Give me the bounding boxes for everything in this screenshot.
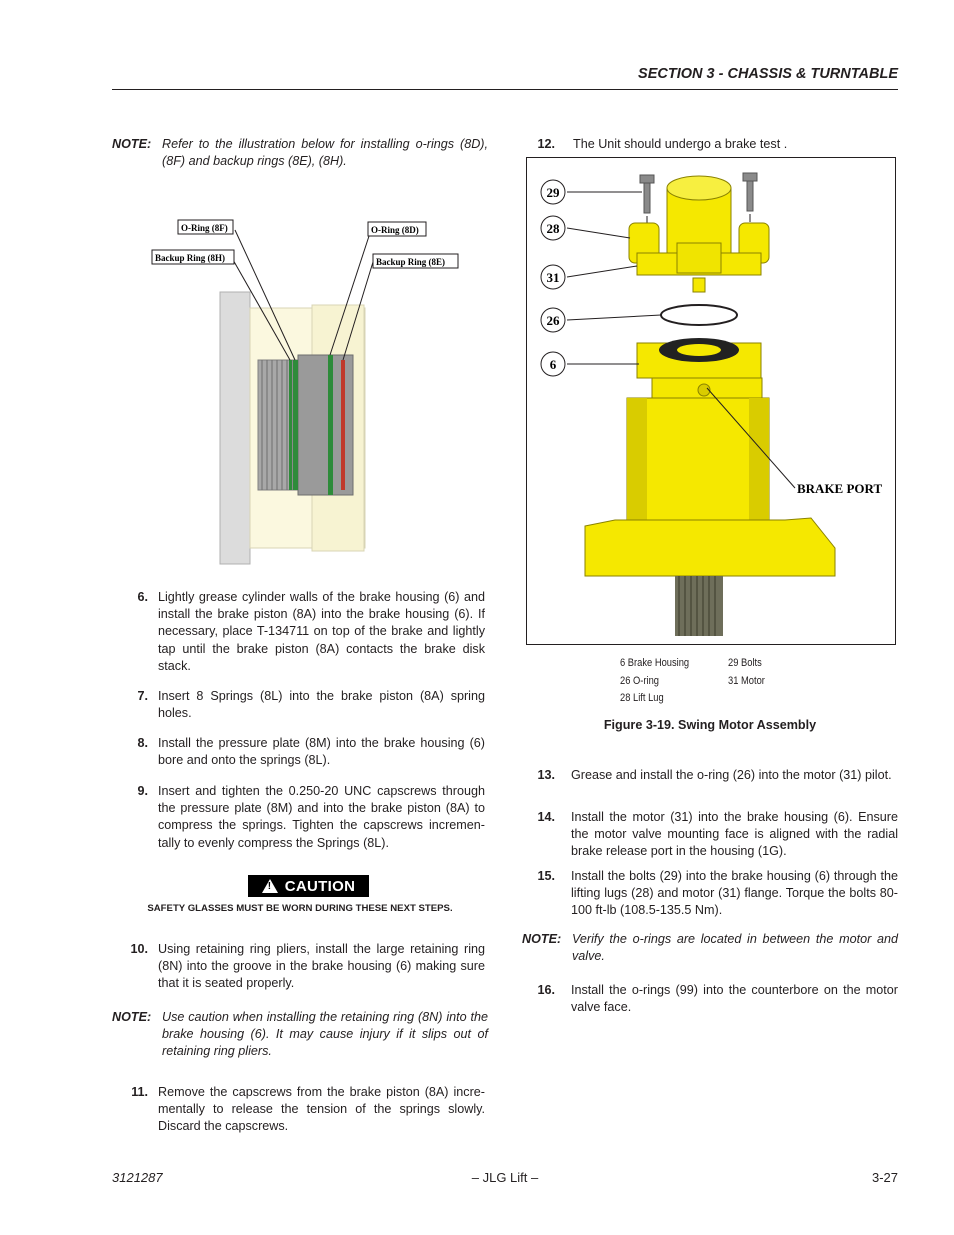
step-11 <box>110 1084 488 1138</box>
label-backup-8e <box>373 254 458 268</box>
svg-text:29: 29 <box>546 185 560 200</box>
note-label: NOTE: <box>112 137 152 151</box>
step-text: Install the pressure plate (8M) into the brake housing (6) bore and onto the springs (8L). <box>158 736 485 768</box>
step-text: Lightly grease cylinder walls of the brake housing (6) and install the brake piston (8A) into the brake housing (6). If necessary, place T-134711 on top of the brake and lightly tap until the brake piston (8A) contacts the brake disk stack. <box>158 590 485 673</box>
housing-outer-flange <box>220 292 250 564</box>
note-retaining-ring <box>112 1009 488 1063</box>
note-label: NOTE: <box>112 1010 152 1024</box>
legend-item: 26 O-ring <box>620 674 659 687</box>
label-oring-8d <box>368 222 426 236</box>
svg-text:31: 31 <box>546 270 560 285</box>
callout-29 <box>541 180 565 204</box>
step-7 <box>110 688 488 724</box>
step-12 <box>517 136 897 154</box>
label-backup-8h <box>152 250 234 264</box>
swing-motor-assembly-figure <box>527 158 895 644</box>
oring-8f-seal <box>293 360 298 490</box>
step-text: Grease and install the o-ring (26) into the motor (31) pilot. <box>571 768 892 782</box>
step-13 <box>517 767 898 803</box>
footer-page-number: 3-27 <box>871 1170 898 1185</box>
figure-caption: Figure 3-19. Swing Motor Assembly <box>603 718 817 732</box>
step-text: Install the o-rings (99) into the counterbore on the motor valve face. <box>571 983 898 1015</box>
oring-26 <box>661 305 737 325</box>
step-number: 11. <box>131 1085 148 1099</box>
step-number: 7. <box>137 689 148 703</box>
step-number: 12. <box>537 137 555 151</box>
note-label: NOTE: <box>522 932 562 946</box>
step-number: 14. <box>537 810 555 824</box>
figure-frame <box>526 157 896 645</box>
callout-6 <box>541 352 565 376</box>
bolt-right <box>743 173 757 211</box>
caution-label: CAUTION <box>284 877 356 895</box>
legend-item: 29 Bolts <box>728 657 762 669</box>
footer-doc-number: 3121287 <box>112 1170 163 1185</box>
step-number: 13. <box>537 768 555 782</box>
section-header: SECTION 3 - CHASSIS & TURNTABLE <box>638 66 898 82</box>
svg-text:6: 6 <box>549 357 557 372</box>
callout-26 <box>541 308 565 332</box>
svg-text:O-Ring (8F): O-Ring (8F) <box>181 223 228 233</box>
bolt-left <box>640 175 654 213</box>
step-text: The Unit should undergo a brake test . <box>573 137 788 151</box>
step-9 <box>110 783 488 853</box>
footer-center: – JLG Lift – <box>471 1170 539 1185</box>
disk-stack-lines <box>262 360 292 490</box>
svg-text:Backup Ring (8E): Backup Ring (8E) <box>376 257 446 267</box>
warning-triangle-icon: ! <box>262 879 278 893</box>
legend-item: 31 Motor <box>728 674 765 687</box>
header-divider <box>112 89 898 90</box>
legend-item: 28 Lift Lug <box>620 692 664 704</box>
callout-28 <box>541 216 565 240</box>
svg-text:Backup Ring (8H): Backup Ring (8H) <box>155 253 226 263</box>
caution-text: SAFETY GLASSES MUST BE WORN DURING THESE NEXT STEPS. <box>147 903 453 914</box>
note-text: Verify the o-rings are located in between the motor and valve. <box>572 932 898 964</box>
note-orings <box>522 931 898 967</box>
note-text: Use caution when installing the retaining ring (8N) into the brake housing (6). It may cause injury if it slips out of retaining ring pliers. <box>162 1010 488 1059</box>
brake-port-label: BRAKE PORT <box>797 481 883 496</box>
step-number: 15. <box>537 869 555 883</box>
label-oring-8f <box>178 220 233 234</box>
svg-text:26: 26 <box>546 313 560 328</box>
step-text: Install the motor (31) into the brake housing (6). Ensure the motor valve mounting face is aligned with the radial brake release port in the housing (1G). <box>571 810 898 859</box>
step-number: 6. <box>137 590 148 604</box>
step-text: Insert and tighten the 0.250-20 UNC capscrews through the pressure plate (8M) and into the brake piston (8A) to compress the springs. Tighten the capscrews incremen-tally to evenly compress the Springs (8L). <box>158 784 485 850</box>
oring-8d-seal <box>328 355 333 495</box>
step-number: 9. <box>137 784 148 798</box>
step-number: 16. <box>537 983 555 997</box>
step-8 <box>110 735 488 771</box>
step-text: Install the bolts (29) into the brake housing (6) through the lifting lugs (28) and motor (31) flange. Torque the bolts 80-100 ft-lb (108.5-135.5 Nm). <box>571 869 898 918</box>
step-16 <box>517 982 898 1018</box>
step-10 <box>110 941 488 995</box>
backup-ring-8h <box>289 360 292 490</box>
backup-ring-8e <box>341 360 345 490</box>
legend-item: 6 Brake Housing <box>620 657 690 669</box>
step-15 <box>517 868 898 922</box>
figure-legend-col2 <box>728 655 796 690</box>
step-14 <box>517 809 898 863</box>
figure-legend-col1 <box>620 655 722 708</box>
caution-banner <box>248 875 369 897</box>
svg-text:O-Ring (8D): O-Ring (8D) <box>371 225 419 235</box>
brake-housing-cutaway-figure <box>140 210 470 570</box>
note-top <box>112 136 488 172</box>
step-text: Insert 8 Springs (8L) into the brake piston (8A) spring holes. <box>158 689 485 721</box>
svg-text:28: 28 <box>546 221 560 236</box>
step-number: 8. <box>137 736 148 750</box>
step-number: 10. <box>130 942 148 956</box>
step-6 <box>110 589 488 673</box>
callout-31 <box>541 265 565 289</box>
note-text: Refer to the illustration below for installing o-rings (8D), (8F) and backup rings (8E), (8H). <box>162 137 488 169</box>
step-text: Using retaining ring pliers, install the large retaining ring (8N) into the groove in the brake housing (6) making sure that it is seated properly. <box>158 942 485 991</box>
step-text: Remove the capscrews from the brake piston (8A) incre-mentally to release the tension of the springs slowly. Discard the capscrews. <box>158 1085 485 1134</box>
